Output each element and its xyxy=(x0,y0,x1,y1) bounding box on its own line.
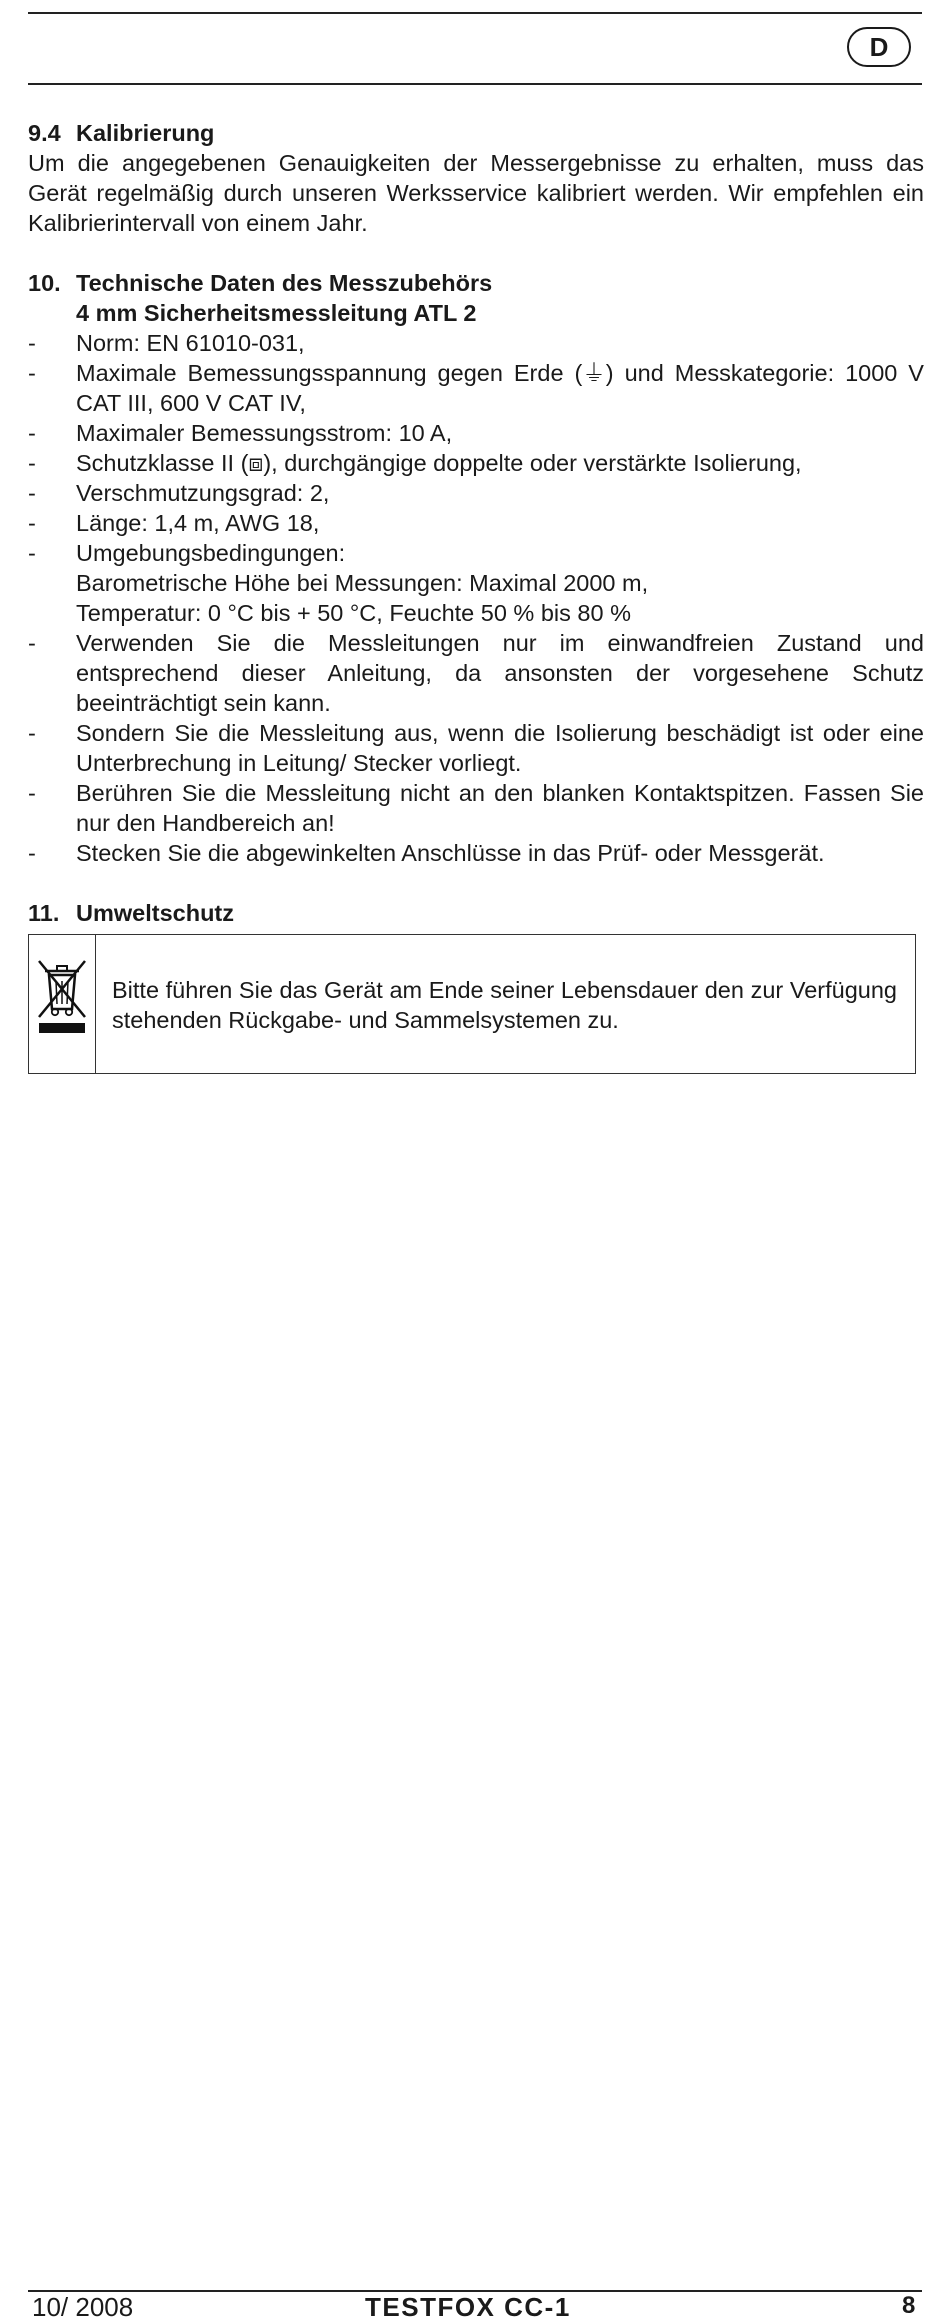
env-altitude: Barometrische Höhe bei Messungen: Maximal 2000 m, xyxy=(76,570,649,596)
page-number: 8 xyxy=(902,2292,916,2319)
environment-notice-box xyxy=(28,934,916,1074)
section-9-4-heading xyxy=(28,118,924,148)
list-item: - Norm: EN 61010-031, xyxy=(28,328,924,358)
weee-crossed-bin-icon xyxy=(35,957,89,1037)
header-rule xyxy=(28,83,922,85)
footer-product-name: TESTFOX CC-1 xyxy=(365,2292,571,2322)
list-item: - Verwenden Sie die Messleitungen nur im einwandfreien Zustand und entsprechend dieser Anleitung, da ansonsten der vorgesehene Schutz beeinträchtigt sein kann. xyxy=(28,628,924,718)
section-9-4-text: Um die angegebenen Genauigkeiten der Messergebnisse zu erhalten, muss das Gerät regelmäßig durch unseren Werksservice kalibriert werden. Wir empfehlen ein Kalibrierintervall von einem Jahr. xyxy=(28,150,924,236)
spec-list xyxy=(28,328,924,868)
page-content xyxy=(28,118,924,1074)
top-rule xyxy=(28,12,922,14)
list-item: - Länge: 1,4 m, AWG 18, xyxy=(28,508,924,538)
section-title: Technische Daten des Messzubehörs xyxy=(76,270,493,296)
env-temperature: Temperatur: 0 °C bis + 50 °C, Feuchte 50 % bis 80 % xyxy=(76,600,631,626)
list-item: - Stecken Sie die abgewinkelten Anschlüsse in das Prüf- oder Messgerät. xyxy=(28,838,924,868)
list-item: - Sondern Sie die Messleitung aus, wenn die Isolierung beschädigt ist oder eine Unterbrechung in Leitung/ Stecker vorliegt. xyxy=(28,718,924,778)
section-10-heading xyxy=(28,268,924,298)
section-number: 9.4 xyxy=(28,120,61,146)
language-badge: D xyxy=(847,27,911,67)
list-item: - Maximaler Bemessungsstrom: 10 A, xyxy=(28,418,924,448)
footer-date: 10/ 2008 xyxy=(32,2292,134,2322)
env-icon-cell xyxy=(29,935,96,1073)
list-item-label: Umgebungsbedingungen: xyxy=(76,540,346,566)
section-10-subtitle: 4 mm Sicherheitsmessleitung ATL 2 xyxy=(76,300,477,326)
section-number: 11. xyxy=(28,900,60,926)
list-item-environment xyxy=(28,538,924,628)
list-item: - Verschmutzungsgrad: 2, xyxy=(28,478,924,508)
list-item: - Schutzklasse II (⧈), durchgängige doppelte oder verstärkte Isolierung, xyxy=(28,448,924,478)
list-item: - Berühren Sie die Messleitung nicht an den blanken Kontaktspitzen. Fassen Sie nur den Handbereich an! xyxy=(28,778,924,838)
environment-notice-text: Bitte führen Sie das Gerät am Ende seiner Lebensdauer den zur Verfügung stehenden Rückgabe- und Sammelsystemen zu. xyxy=(112,977,897,1033)
section-title: Kalibrierung xyxy=(76,120,215,146)
section-11-heading xyxy=(28,898,924,928)
list-item: - Maximale Bemessungsspannung gegen Erde (⏚) und Messkategorie: 1000 V CAT III, 600 V CAT IV, xyxy=(28,358,924,418)
section-number: 10. xyxy=(28,270,61,296)
section-title: Umweltschutz xyxy=(76,900,234,926)
